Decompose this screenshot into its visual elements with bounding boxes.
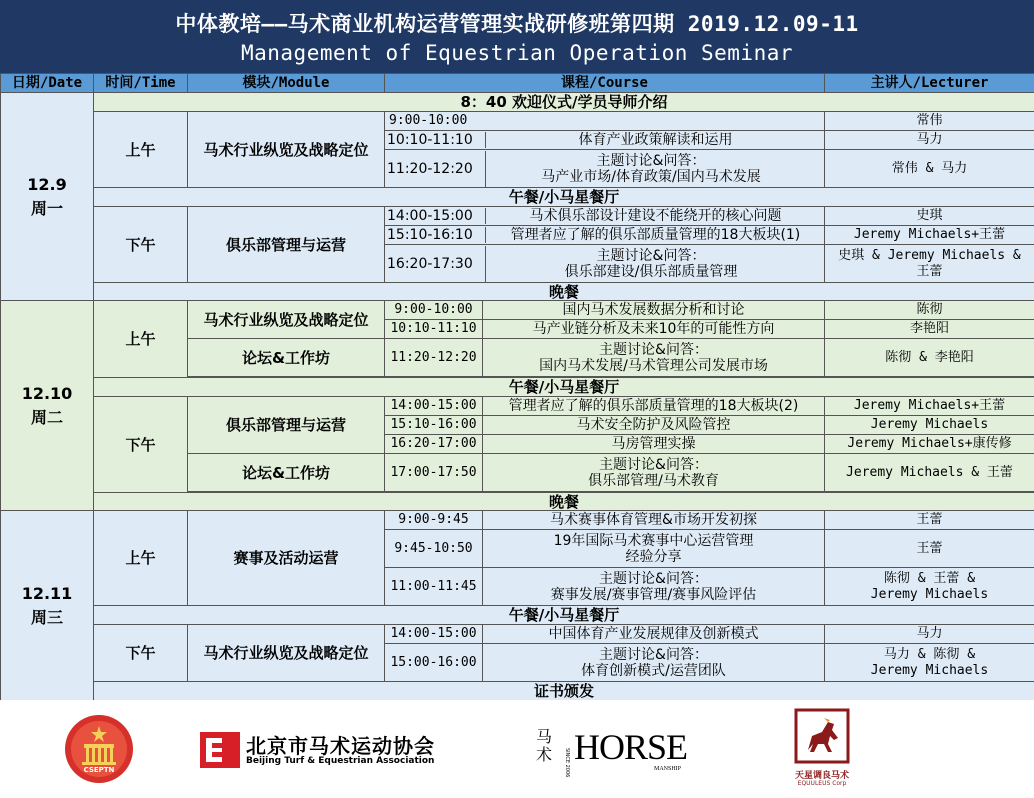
lecturer-line-1: 史琪 & Jeremy Michaels & — [838, 247, 1021, 263]
association-mark-icon — [200, 732, 240, 768]
lunch-label: 午餐/小马星餐厅 — [94, 378, 1034, 397]
course-line-1: 主题讨论&问答： — [599, 570, 708, 587]
title-english: Management of Equestrian Operation Seminar — [240, 41, 793, 65]
table-row — [1, 301, 1034, 320]
session-time: 14:00-15:00 — [385, 625, 483, 644]
course-line-1: 19年国际马术赛事中心运营管理 — [553, 532, 754, 549]
day-date: 12.10 — [21, 384, 73, 403]
table-row — [1, 397, 1034, 416]
lecturer-cell: 马力 — [825, 131, 1034, 150]
course-cell — [483, 339, 825, 377]
lecturer-cell: Jeremy Michaels+王蕾 — [825, 397, 1034, 416]
session-time: 14:00-15:00 — [385, 397, 483, 416]
dinner-label: 晚餐 — [94, 283, 1034, 302]
lecturer-cell: 常伟 & 马力 — [825, 150, 1034, 188]
day-weekday: 周三 — [30, 607, 63, 627]
course-cell — [385, 131, 825, 150]
day-date: 12.9 — [27, 175, 67, 194]
session-time: 16:20-17:00 — [385, 435, 483, 454]
course-line-1: 主题讨论&问答： — [599, 456, 708, 473]
session-time: 10:10-11:10 — [385, 132, 486, 148]
schedule-table — [0, 73, 1034, 302]
session-time: 11:20-12:20 — [385, 151, 486, 187]
module-cell: 论坛&工作坊 — [188, 454, 385, 492]
lecturer-cell: Jeremy Michaels+康传修 — [825, 435, 1034, 454]
session-label: 下午 — [94, 625, 188, 682]
session-label: 下午 — [94, 397, 188, 493]
schedule-table-day2 — [0, 300, 1034, 512]
horsemanship-logo — [536, 722, 696, 782]
table-header-row — [1, 74, 1034, 93]
lecturer-cell: 常伟 — [825, 112, 1034, 131]
lecturer-cell: Jeremy Michaels — [825, 416, 1034, 435]
course-cell — [385, 150, 825, 188]
lecturer-cell: 王蕾 — [825, 530, 1034, 568]
lecturer-line-2: Jeremy Michaels — [870, 662, 989, 678]
course-cell — [483, 644, 825, 682]
table-row — [1, 207, 1034, 226]
session-time: 15:10-16:00 — [385, 416, 483, 435]
title-chinese: 中体教培——马术商业机构运营管理实战研修班第四期 2019.12.09-11 — [175, 12, 859, 36]
lecturer-cell: Jeremy Michaels & 王蕾 — [825, 454, 1034, 492]
course-cell — [483, 568, 825, 606]
course-title: 马产业链分析及未来10年的可能性方向 — [483, 320, 825, 339]
module-cell: 马术行业纵览及战略定位 — [188, 301, 385, 339]
session-label: 上午 — [94, 511, 188, 606]
closing-label: 证书颁发 — [94, 682, 1034, 701]
lecturer-cell: 王蕾 — [825, 511, 1034, 530]
table-row — [1, 625, 1034, 644]
course-cell — [385, 207, 825, 226]
lunch-row — [1, 378, 1034, 397]
course-title: 体育产业政策解读和运用 — [578, 132, 733, 148]
horse-icon — [794, 708, 850, 764]
lecturer-line-1: 马力 & 陈彻 & — [883, 646, 976, 662]
footer-logos — [0, 700, 1034, 798]
course-line-2: 赛事发展/赛事管理/赛事风险评估 — [550, 586, 757, 603]
module-cell: 马术行业纵览及战略定位 — [188, 625, 385, 682]
cseptn-label: CSEPTN — [83, 766, 115, 774]
lecturer-cell: 史琪 — [825, 207, 1034, 226]
course-title: 中国体育产业发展规律及创新模式 — [483, 625, 825, 644]
lecturer-line-2: Jeremy Michaels — [870, 586, 989, 602]
lecturer-cell — [825, 644, 1034, 682]
dinner-row — [1, 493, 1034, 512]
session-time: 16:20-17:30 — [385, 246, 486, 282]
session-time: 10:10-11:10 — [385, 320, 483, 339]
course-title: 马术俱乐部设计建设不能绕开的核心问题 — [529, 208, 782, 224]
course-cell — [385, 226, 825, 245]
session-label: 下午 — [94, 207, 188, 283]
session-time: 11:20-12:20 — [385, 339, 483, 377]
lecturer-cell: 陈彻 & 李艳阳 — [825, 339, 1034, 377]
opening-row: 8：40 欢迎仪式/学员导师介绍 — [94, 93, 1034, 112]
module-cell: 论坛&工作坊 — [188, 339, 385, 377]
col-course: 课程/Course — [385, 74, 825, 93]
course-line-2: 俱乐部建设/俱乐部质量管理 — [564, 263, 738, 280]
dinner-label: 晚餐 — [94, 493, 1034, 512]
beijing-association-logo — [200, 730, 470, 770]
course-cell — [483, 454, 825, 492]
col-time: 时间/Time — [94, 74, 188, 93]
table-row — [1, 112, 1034, 131]
course-line-1: 主题讨论&问答： — [596, 247, 706, 264]
lecturer-cell: 李艳阳 — [825, 320, 1034, 339]
lecturer-line-2: 王蕾 — [916, 263, 943, 279]
session-time-text: 9:00-10:00 — [389, 113, 468, 128]
association-name-cn: 北京市马术运动协会 — [246, 734, 435, 758]
lunch-label: 午餐/小马星餐厅 — [94, 188, 1034, 207]
course-cell — [483, 530, 825, 568]
session-label: 上午 — [94, 301, 188, 378]
col-lecturer: 主讲人/Lecturer — [825, 74, 1034, 93]
session-time: 9:45-10:50 — [385, 530, 483, 568]
course-line-1: 主题讨论&问答： — [599, 646, 708, 663]
lunch-row — [1, 606, 1034, 625]
session-time — [385, 112, 825, 131]
course-line-2: 俱乐部管理/马术教育 — [588, 472, 719, 489]
session-time: 17:00-17:50 — [385, 454, 483, 492]
course-line-2: 经验分享 — [625, 548, 682, 565]
table-row — [1, 93, 1034, 112]
cseptn-emblem-logo — [64, 714, 134, 784]
day-weekday: 周二 — [30, 408, 63, 427]
horsemanship-sub: MANSHIP — [654, 766, 682, 772]
session-time: 15:10-16:10 — [385, 227, 486, 243]
course-title: 马术赛事体育管理&市场开发初探 — [483, 511, 825, 530]
lecturer-cell: Jeremy Michaels+王蕾 — [825, 226, 1034, 245]
session-time: 11:00-11:45 — [385, 568, 483, 606]
horsemanship-since: SINCE 2006 — [564, 748, 570, 778]
module-cell: 俱乐部管理与运营 — [188, 397, 385, 454]
course-title: 马房管理实操 — [483, 435, 825, 454]
session-label: 上午 — [94, 112, 188, 188]
col-date: 日期/Date — [1, 74, 94, 93]
course-title: 管理者应了解的俱乐部质量管理的18大板块(2) — [483, 397, 825, 416]
lecturer-cell — [825, 568, 1034, 606]
equuleus-logo — [782, 708, 862, 794]
course-line-2: 马产业市场/体育政策/国内马术发展 — [541, 168, 761, 185]
lecturer-cell: 马力 — [825, 625, 1034, 644]
lecturer-cell: 陈彻 — [825, 301, 1034, 320]
equuleus-en: EQUULEUS Corp — [797, 780, 847, 787]
module-cell: 赛事及活动运营 — [188, 511, 385, 606]
col-module: 模块/Module — [188, 74, 385, 93]
session-time: 9:00-10:00 — [385, 301, 483, 320]
session-time: 14:00-15:00 — [385, 208, 486, 224]
lecturer-cell — [825, 245, 1034, 283]
day-cell-1 — [1, 93, 94, 302]
lunch-label: 午餐/小马星餐厅 — [94, 606, 1034, 625]
lecturer-line-1: 陈彻 & 王蕾 & — [883, 570, 976, 586]
day-cell-3 — [1, 511, 94, 701]
closing-row — [1, 682, 1034, 701]
session-time: 15:00-16:00 — [385, 644, 483, 682]
course-cell — [385, 245, 825, 283]
module-cell: 马术行业纵览及战略定位 — [188, 112, 385, 188]
lunch-row — [1, 188, 1034, 207]
session-time: 9:00-9:45 — [385, 511, 483, 530]
table-row — [1, 511, 1034, 530]
course-title: 管理者应了解的俱乐部质量管理的18大板块(1) — [510, 227, 801, 243]
horsemanship-main: HORSE — [574, 727, 688, 767]
course-title: 国内马术发展数据分析和讨论 — [483, 301, 825, 320]
module-cell: 俱乐部管理与运营 — [188, 207, 385, 283]
association-name-en: Beijing Turf & Equestrian Association — [246, 756, 435, 766]
equuleus-cn: 天星调良马术 — [794, 771, 849, 781]
schedule-table-day3 — [0, 510, 1034, 701]
day-date: 12.11 — [21, 583, 73, 603]
day-weekday: 周一 — [30, 199, 63, 218]
course-line-1: 主题讨论&问答： — [596, 152, 706, 169]
course-line-1: 主题讨论&问答： — [599, 341, 708, 358]
day-cell-2 — [1, 301, 94, 512]
course-line-2: 国内马术发展/马术管理公司发展市场 — [539, 357, 768, 374]
header-banner — [0, 0, 1034, 73]
horsemanship-cn: 马术 — [536, 727, 553, 764]
course-line-2: 体育创新模式/运营团队 — [581, 662, 726, 679]
course-title: 马术安全防护及风险管控 — [483, 416, 825, 435]
dinner-row — [1, 283, 1034, 302]
